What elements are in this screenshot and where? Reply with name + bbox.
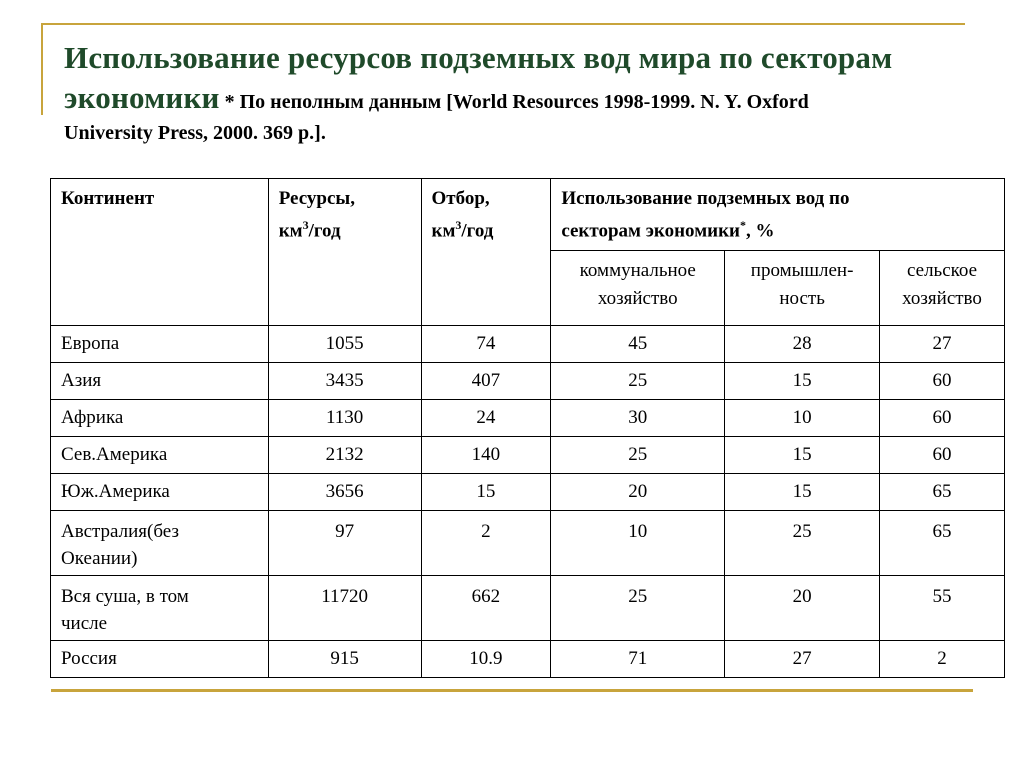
cell-resources: 1055 xyxy=(268,326,421,363)
cell-industry: 15 xyxy=(725,363,880,400)
cell-resources: 11720 xyxy=(268,576,421,641)
cell-withdrawal: 24 xyxy=(421,400,551,437)
footnote-star: * xyxy=(224,91,235,113)
cell-communal: 25 xyxy=(551,576,725,641)
groundwater-table xyxy=(50,178,1005,678)
top-accent-rule xyxy=(41,23,965,25)
source-note-part-1: По неполным данным [World Resources 1998-1999. N. Y. Oxford xyxy=(234,91,809,113)
cell-continent: Австралия(без Океании) xyxy=(51,511,269,576)
cell-industry: 15 xyxy=(725,437,880,474)
header-resources: Ресурсы, $км^3$/год xyxy=(268,179,421,326)
cell-industry: 25 xyxy=(725,511,880,576)
subheader-communal: коммунальное хозяйство xyxy=(551,251,725,326)
table-row xyxy=(51,437,1005,474)
cell-resources: 915 xyxy=(268,641,421,678)
table-row xyxy=(51,641,1005,678)
table-row xyxy=(51,474,1005,511)
cell-withdrawal: 662 xyxy=(421,576,551,641)
cell-resources: 3435 xyxy=(268,363,421,400)
left-accent-rule xyxy=(41,23,43,115)
cell-communal: 10 xyxy=(551,511,725,576)
cell-continent: Сев.Америка xyxy=(51,437,269,474)
cell-continent: Вся суша, в том числе xyxy=(51,576,269,641)
cell-agriculture: 60 xyxy=(880,437,1005,474)
cell-agriculture: 60 xyxy=(880,363,1005,400)
table-row xyxy=(51,400,1005,437)
table-row xyxy=(51,363,1005,400)
cell-communal: 20 xyxy=(551,474,725,511)
header-usage: Использование подземных вод по секторам экономики*, % xyxy=(551,179,1005,251)
cell-communal: 25 xyxy=(551,437,725,474)
cell-resources: 1130 xyxy=(268,400,421,437)
header-withdrawal: Отбор, $км^3$/год xyxy=(421,179,551,326)
bottom-accent-rule xyxy=(51,689,973,692)
cell-continent: Россия xyxy=(51,641,269,678)
cell-continent: Юж.Америка xyxy=(51,474,269,511)
cell-continent: Африка xyxy=(51,400,269,437)
cell-agriculture: 60 xyxy=(880,400,1005,437)
subheader-agriculture: сельское хозяйство xyxy=(880,251,1005,326)
cell-withdrawal: 140 xyxy=(421,437,551,474)
title-line-1: Использование ресурсов подземных вод мира по секторам xyxy=(64,40,893,75)
cell-communal: 30 xyxy=(551,400,725,437)
cell-agriculture: 55 xyxy=(880,576,1005,641)
cell-industry: 10 xyxy=(725,400,880,437)
subheader-industry: промышлен- ность xyxy=(725,251,880,326)
cell-agriculture: 2 xyxy=(880,641,1005,678)
cell-resources: 97 xyxy=(268,511,421,576)
title-continuation: экономики xyxy=(64,80,220,115)
cell-communal: 71 xyxy=(551,641,725,678)
slide-title xyxy=(64,38,994,148)
cell-communal: 45 xyxy=(551,326,725,363)
cell-withdrawal: 2 xyxy=(421,511,551,576)
cell-industry: 15 xyxy=(725,474,880,511)
cell-industry: 28 xyxy=(725,326,880,363)
cell-communal: 25 xyxy=(551,363,725,400)
cell-industry: 27 xyxy=(725,641,880,678)
cell-continent: Европа xyxy=(51,326,269,363)
cell-withdrawal: 10.9 xyxy=(421,641,551,678)
cell-industry: 20 xyxy=(725,576,880,641)
cell-withdrawal: 407 xyxy=(421,363,551,400)
table-row xyxy=(51,511,1005,576)
cell-resources: 3656 xyxy=(268,474,421,511)
table-row xyxy=(51,576,1005,641)
cell-agriculture: 65 xyxy=(880,511,1005,576)
cell-agriculture: 65 xyxy=(880,474,1005,511)
cell-continent: Азия xyxy=(51,363,269,400)
table-row xyxy=(51,326,1005,363)
cell-withdrawal: 15 xyxy=(421,474,551,511)
cell-agriculture: 27 xyxy=(880,326,1005,363)
header-continent: Континент xyxy=(51,179,269,326)
cell-resources: 2132 xyxy=(268,437,421,474)
title-line-2 xyxy=(64,78,994,118)
cell-withdrawal: 74 xyxy=(421,326,551,363)
source-note-part-2: University Press, 2000. 369 p.]. xyxy=(64,122,326,144)
